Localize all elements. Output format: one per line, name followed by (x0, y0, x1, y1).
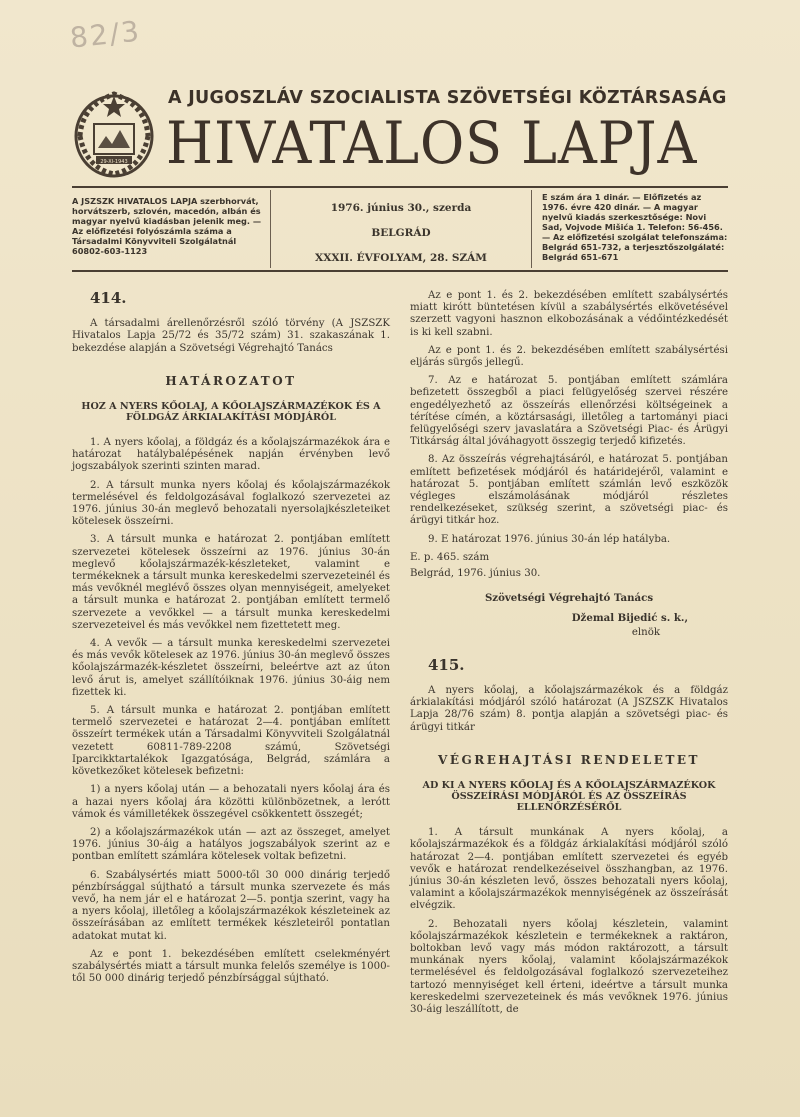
paragraph: 7. Az e határozat 5. pontjában említett számlára befizetett összegből a piaci felügyelőség szervei részére engedélyezhető az összeírás ellenőrzési költségeinek a térítése címén, a köztársasági, illetőleg a tartományi piaci felügyelőségi szerv javaslatára a Szövetségi Piac- és Árügyi Titkárság által jóváhagyott összegig terjedő kifizetés. (410, 375, 728, 448)
left-column (72, 290, 390, 991)
paragraph: 1) a nyers kőolaj után — a behozatali nyers kőolaj ára és a hazai nyers kőolaj ára közötti különbözetnek, a lerótt vámok és vámilletékek összegével csökkentett összegét; (72, 784, 390, 820)
masthead-info (72, 190, 728, 268)
paragraph: Az e pont 1. és 2. bekezdésében említett szabálysértés miatt kirótt büntetésen kívül a szabálysértés elkövetésével szerzett vagyoni hasznon elkobozásának a védőintézkedését is ki kell szabni. (410, 290, 728, 338)
paragraph: 8. Az összeírás végrehajtásáról, e határozat 5. pontjában említett befizetések módjáról és határidejéről, valamint e határozat 5. pontjában említett számlán levő eszközök végleges elszámolásának módjáról részletes rendelkezéseket, szükség szerint, a szövetségi piac- és árügyi titkár hoz. (410, 454, 728, 527)
paragraph: 2) a kőolajszármazékok után — azt az összeget, amelyet 1976. június 30-áig a hatályos jogszabályok szerint az e pontban említett számlára kötelesek voltak befizetni. (72, 826, 390, 863)
masthead-title: HIVATALOS LAPJA (166, 109, 698, 177)
masthead-rule-bottom (72, 270, 728, 272)
paragraph: 4. A vevők — a társult munka kereskedelmi szervezetei és más vevők kötelesek az 1976. június 30-án meglevő összes kőolajszármazék-készletet összeírni, beleértve azt az úton levő árut is, amelyet szállítóiknak 1976. június 30-áig nem fizettek ki. (72, 638, 390, 698)
decree-subheading-2: AD KI A NYERS KŐOLAJ ÉS A KŐOLAJSZÁRMAZÉKOK ÖSSZEÍRÁSI MÓDJÁRÓL ÉS AZ ÖSSZEÍRÁS ELLENŐRZÉSÉRŐL (422, 780, 716, 814)
paragraph: 2. A társult munka nyers kőolaj és kőolajszármazékok termelésével és feldolgozásával foglalkozó szervezetei az 1976. június 30-án meglevő behozatali nyersolajkészleteiket kötelesek összeírni. (72, 479, 390, 528)
paragraph: 2. Behozatali nyers kőolaj készletein, valamint kőolajszármazékok készletein e termékeknek a raktáron, boltokban levő vagy más módon raktározott, a társult munkának nyers kőolaj, valamint kőolajszármazékok termelésével és feldolgozásával foglalkozó szervezeteihez tartozó mennyiséget kell érteni, ideértve a társult munka kereskedelmi szervezeteinek és más vevőknek 1976. június 30-áig leszállított, de (410, 918, 728, 1015)
issue-info (271, 190, 532, 268)
decree-number: 414. (90, 289, 127, 307)
decree-heading: HATÁROZATOT (165, 373, 297, 388)
paragraph: 5. A társult munka e határozat 2. pontjában említett termelő szervezetei e határozat 2—4. pontjában említett összeírt termékek után a Társadalmi Könyvviteli Szolgálatnál vezetett 60811-789-2208 számú, Szövetségi Iparcikktartalékok Igazgatósága, Belgrád, számlára a következőket kötelesek befizetni: (72, 705, 390, 778)
state-emblem-icon (72, 86, 156, 180)
svg-text:29-XI-1943: 29-XI-1943 (100, 159, 128, 165)
publication-info: A JSZSZK HIVATALOS LAPJA szerbhorvát, horvátszerb, szlovén, macedón, albán és magyar nyelvű kiadásban jelenik meg. — Az előfizetési folyószámla száma a Társadalmi Könyvviteli Szolgálatnál 60802-603-1123 (72, 190, 271, 268)
paragraph: 1. A társult munkának A nyers kőolaj, a kőolajszármazékok és a földgáz árkialakítási módjáról szóló határozat 2—4. pontjában említett szervezetei és egyéb vevők e határozat rendelkezéseivel összhangban, az 1976. június 30-án készleten levő, összes behozatali nyers kőolaj, valamint a kőolajszármazékok mennyiségének az összeírását elvégzik. (410, 827, 728, 912)
paragraph: Az e pont 1. és 2. bekezdésében említett szabálysértési eljárás sürgős jellegű. (410, 344, 728, 369)
issue-number: XXXII. ÉVFOLYAM, 28. SZÁM (315, 252, 487, 264)
reference-number: E. p. 465. szám (410, 551, 490, 563)
paragraph: Az e pont 1. bekezdésében említett cselekményért szabálysértés miatt a társult munka felelős személye is 1000-től 50 000 dinárig terjedő pénzbírsággal sújtható. (72, 948, 390, 985)
signatory: Džemal Bijedić s. k., (571, 612, 688, 625)
place-date: Belgrád, 1976. június 30. (410, 568, 541, 580)
decree-subheading: HOZ A NYERS KŐOLAJ, A KŐOLAJSZÁRMAZÉKOK ÉS A FÖLDGÁZ ÁRKIALAKÍTÁSI MÓDJÁRÓL (81, 401, 381, 424)
handwritten-note: 82/3 (68, 14, 143, 55)
decree-heading-2: VÉGREHAJTÁSI RENDELETET (438, 752, 700, 767)
issuing-authority: Szövetségi Végrehajtó Tanács (484, 592, 654, 605)
signatory-title: elnök (631, 626, 660, 638)
decree-number-2: 415. (428, 655, 465, 674)
masthead-rule-top (72, 186, 728, 188)
issue-city: BELGRÁD (371, 227, 431, 239)
decree-intro: A társadalmi árellenőrzésről szóló törvény (A JSZSZK Hivatalos Lapja 25/72 és 35/72 szám) 31. szakaszának 1. bekezdése alapján a Szövetségi Végrehajtó Tanács (72, 318, 390, 354)
paragraph: 6. Szabálysértés miatt 5000-től 30 000 dinárig terjedő pénzbírsággal sújtható a társult munka szervezete és más vevő, ha nem jár el e határozat 2—5. pontja szerint, vagy ha a nyers kőolaj, illetőleg a kőolajszármazékok készleteinek az összeírásában az említett termékek készleteiről pontatlan adatokat mutat ki. (72, 869, 390, 942)
right-column (410, 290, 728, 1022)
paragraph: 3. A társult munka e határozat 2. pontjában említett szervezetei kötelesek összeírni az 1976. június 30-án meglevő kőolajszármazék-készleteket, valamint e termékeknek a társult munka kereskedelmi szervezeteinél és más vevőknél meglévő összes olyan mennyiségeit, amelyeket a társult munka e határozat 2. pontjában említett termelő szervezete a vevőkkel — a társult munka kereskedelmi szervezeteivel és más vevőkkel nem fizettetett meg. (72, 534, 390, 631)
paragraph: 9. E határozat 1976. június 30-án lép hatályba. (428, 533, 671, 545)
supertitle: A JUGOSZLÁV SZOCIALISTA SZÖVETSÉGI KÖZTÁRSASÁG (168, 88, 727, 108)
issue-date: 1976. június 30., szerda (330, 202, 472, 214)
decree-intro-2: A nyers kőolaj, a kőolajszármazékok és a földgáz árkialakítási módjáról szóló határozat (A JSZSZK Hivatalos Lapja 28/76 szám) 8. pontja alapján a szövetségi piac- és árügyi titkár (410, 685, 728, 733)
subscription-info: E szám ára 1 dinár. — Előfizetés az 1976. évre 420 dinár. — A magyar nyelvű kiadás szerkesztősége: Novi Sad, Vojvode Mišića 1. Telefon: 56-456. — Az előfizetési szolgálat telefonszáma: Belgrád 651-732, a terjesztőszolgálaté: Belgrád 651-671 (542, 192, 728, 262)
paragraph: 1. A nyers kőolaj, a földgáz és a kőolajszármazékok ára e határozat hatálybalépésének napján érvényben levő jogszabályok szerinti szinten marad. (72, 437, 390, 473)
